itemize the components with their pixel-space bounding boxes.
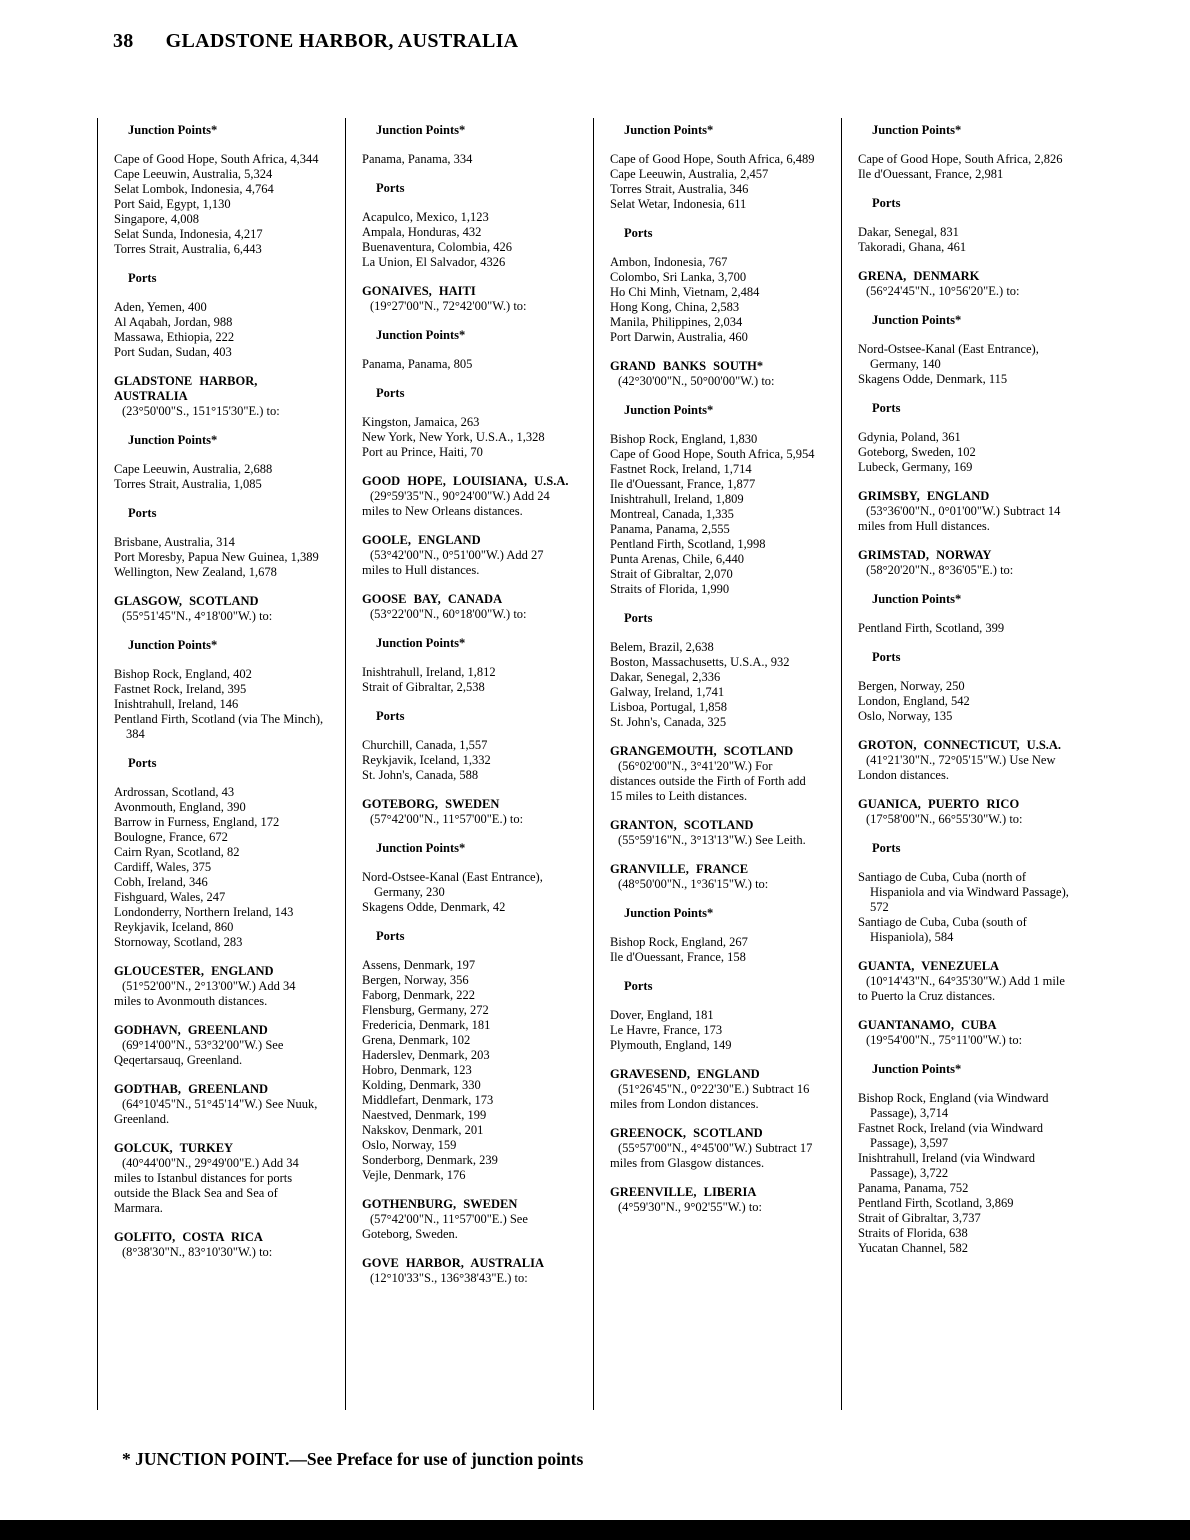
distance-entry: Reykjavik, Iceland, 860 [114, 920, 234, 934]
section-subheading: Ports [872, 196, 901, 210]
junction-point-footnote: * JUNCTION POINT.—See Preface for use of junction points [122, 1449, 584, 1469]
section-subheading: Ports [128, 506, 157, 520]
section-subheading: Ports [128, 271, 157, 285]
distance-entry: Bishop Rock, England, 267 [610, 935, 748, 949]
place-heading: GREENOCK, SCOTLAND [610, 1126, 763, 1140]
distance-entry: Straits of Florida, 1,990 [610, 582, 730, 596]
distance-entry: Barrow in Furness, England, 172 [114, 815, 280, 829]
distance-entry: Middlefart, Denmark, 173 [362, 1093, 494, 1107]
distance-entry: Cobh, Ireland, 346 [114, 875, 208, 889]
distance-entry: La Union, El Salvador, 4326 [362, 255, 506, 269]
place-heading: GODTHAB, GREENLAND [114, 1082, 269, 1096]
place-heading: GRANGEMOUTH, SCOTLAND [610, 744, 794, 758]
distance-entry: Manila, Philippines, 2,034 [610, 315, 743, 329]
distance-entry: Port Moresby, Papua New Guinea, 1,389 [114, 550, 319, 564]
distance-entry: Panama, Panama, 805 [362, 357, 473, 371]
place-heading: GOOSE BAY, CANADA [362, 592, 503, 606]
section-subheading: Ports [128, 756, 157, 770]
page-title: GLADSTONE HARBOR, AUSTRALIA [165, 30, 519, 52]
column-4 [841, 118, 1089, 1410]
distance-entry: Fredericia, Denmark, 181 [362, 1018, 491, 1032]
distance-entry: Ampala, Honduras, 432 [362, 225, 482, 239]
place-note: (4°59'30"N., 9°02'55"W.) to: [618, 1200, 763, 1214]
distance-entry: Bergen, Norway, 250 [858, 679, 965, 693]
distance-entry: Ambon, Indonesia, 767 [610, 255, 728, 269]
distance-entry: Fastnet Rock, Ireland (via Windward Passage), 3,597 [858, 1121, 1043, 1150]
section-subheading: Ports [624, 226, 653, 240]
column-1 [97, 118, 345, 1410]
page-number: 38 [113, 30, 134, 52]
distance-entry: Avonmouth, England, 390 [114, 800, 246, 814]
place-note: (58°20'20"N., 8°36'05"E.) to: [866, 563, 1014, 577]
section-subheading: Junction Points* [376, 841, 466, 855]
distance-entry: Santiago de Cuba, Cuba (south of Hispaniola), 584 [858, 915, 1027, 944]
place-heading: GUANTANAMO, CUBA [858, 1018, 997, 1032]
distance-entry: Inishtrahull, Ireland, 146 [114, 697, 239, 711]
distance-entry: Bishop Rock, England, 1,830 [610, 432, 758, 446]
distance-entry: Cardiff, Wales, 375 [114, 860, 212, 874]
distance-entry: Wellington, New Zealand, 1,678 [114, 565, 277, 579]
distance-entry: Massawa, Ethiopia, 222 [114, 330, 235, 344]
section-subheading: Junction Points* [376, 328, 466, 342]
place-heading: GRAVESEND, ENGLAND [610, 1067, 760, 1081]
distance-entry: Gdynia, Poland, 361 [858, 430, 961, 444]
distance-entry: Brisbane, Australia, 314 [114, 535, 235, 549]
distance-entry: Nakskov, Denmark, 201 [362, 1123, 484, 1137]
place-heading: GOLFITO, COSTA RICA [114, 1230, 263, 1244]
distance-entry: Inishtrahull, Ireland (via Windward Passage), 3,722 [858, 1151, 1035, 1180]
distance-entry: Churchill, Canada, 1,557 [362, 738, 488, 752]
distance-entry: Montreal, Canada, 1,335 [610, 507, 734, 521]
distance-entry: Cairn Ryan, Scotland, 82 [114, 845, 240, 859]
distance-entry: Nord-Ostsee-Kanal (East Entrance), Germany, 230 [362, 870, 543, 899]
place-heading: GLASGOW, SCOTLAND [114, 594, 259, 608]
distance-entry: Grena, Denmark, 102 [362, 1033, 471, 1047]
section-subheading: Junction Points* [128, 433, 218, 447]
section-subheading: Ports [624, 979, 653, 993]
distance-entry: Goteborg, Sweden, 102 [858, 445, 976, 459]
distance-entry: Panama, Panama, 752 [858, 1181, 969, 1195]
distance-entry: Colombo, Sri Lanka, 3,700 [610, 270, 747, 284]
place-heading: GRAND BANKS SOUTH* [610, 359, 764, 373]
distance-entry: Reykjavik, Iceland, 1,332 [362, 753, 491, 767]
place-note: (55°57'00"N., 4°45'00"W.) Subtract 17 miles from Glasgow distances. [610, 1141, 813, 1170]
distance-entry: Torres Strait, Australia, 1,085 [114, 477, 262, 491]
distance-entry: Cape of Good Hope, South Africa, 6,489 [610, 152, 815, 166]
distance-entry: Oslo, Norway, 159 [362, 1138, 457, 1152]
distance-entry: Faborg, Denmark, 222 [362, 988, 475, 1002]
place-note: (42°30'00"N., 50°00'00"W.) to: [618, 374, 775, 388]
distance-entry: Dakar, Senegal, 2,336 [610, 670, 721, 684]
section-subheading: Ports [872, 650, 901, 664]
distance-entry: Londonderry, Northern Ireland, 143 [114, 905, 294, 919]
place-heading: GRENA, DENMARK [858, 269, 980, 283]
place-note: (56°24'45"N., 10°56'20"E.) to: [866, 284, 1020, 298]
distance-entry: Hobro, Denmark, 123 [362, 1063, 472, 1077]
section-subheading: Junction Points* [376, 123, 466, 137]
place-note: (8°38'30"N., 83°10'30"W.) to: [122, 1245, 273, 1259]
distance-entry: Santiago de Cuba, Cuba (north of Hispaniola and via Windward Passage), 572 [858, 870, 1069, 914]
distance-entry: Lisboa, Portugal, 1,858 [610, 700, 728, 714]
place-heading: GOTHENBURG, SWEDEN [362, 1197, 518, 1211]
distance-entry: Port Said, Egypt, 1,130 [114, 197, 231, 211]
distance-entry: Vejle, Denmark, 176 [362, 1168, 466, 1182]
section-subheading: Ports [624, 611, 653, 625]
distance-entry: Singapore, 4,008 [114, 212, 200, 226]
place-heading: GRANTON, SCOTLAND [610, 818, 754, 832]
distance-entry: Sonderborg, Denmark, 239 [362, 1153, 498, 1167]
distance-entry: Naestved, Denmark, 199 [362, 1108, 487, 1122]
distance-entry: Cape of Good Hope, South Africa, 2,826 [858, 152, 1063, 166]
distance-entry: Stornoway, Scotland, 283 [114, 935, 243, 949]
section-subheading: Junction Points* [624, 403, 714, 417]
place-note: (57°42'00"N., 11°57'00"E.) See Goteborg, Sweden. [362, 1212, 528, 1241]
distance-entry: Bishop Rock, England (via Windward Passage), 3,714 [858, 1091, 1049, 1120]
distance-entry: Inishtrahull, Ireland, 1,812 [362, 665, 496, 679]
distance-entry: Kolding, Denmark, 330 [362, 1078, 481, 1092]
page-header [113, 30, 518, 53]
distance-entry: Port Sudan, Sudan, 403 [114, 345, 232, 359]
distance-entry: Ho Chi Minh, Vietnam, 2,484 [610, 285, 760, 299]
distance-entry: Torres Strait, Australia, 6,443 [114, 242, 262, 256]
distance-entry: Torres Strait, Australia, 346 [610, 182, 749, 196]
distance-entry: Boulogne, France, 672 [114, 830, 228, 844]
distance-entry: Port au Prince, Haiti, 70 [362, 445, 483, 459]
distance-entry: Dover, England, 181 [610, 1008, 714, 1022]
section-subheading: Ports [376, 181, 405, 195]
place-note: (64°10'45"N., 51°45'14"W.) See Nuuk, Greenland. [114, 1097, 318, 1126]
section-subheading: Ports [376, 709, 405, 723]
distance-entry: Fastnet Rock, Ireland, 1,714 [610, 462, 752, 476]
distance-entry: Strait of Gibraltar, 3,737 [858, 1211, 981, 1225]
distance-entry: Oslo, Norway, 135 [858, 709, 953, 723]
place-note: (17°58'00"N., 66°55'30"W.) to: [866, 812, 1023, 826]
distance-entry: Hong Kong, China, 2,583 [610, 300, 740, 314]
place-note: (40°44'00"N., 29°49'00"E.) Add 34 miles to Istanbul distances for ports outside the Black Sea and Sea of Marmara. [114, 1156, 299, 1215]
distance-entry: Buenaventura, Colombia, 426 [362, 240, 512, 254]
distance-entry: Strait of Gibraltar, 2,070 [610, 567, 733, 581]
place-note: (69°14'00"N., 53°32'00"W.) See Qeqertarsauq, Greenland. [114, 1038, 284, 1067]
place-heading: GONAIVES, HAITI [362, 284, 476, 298]
place-heading: GUANICA, PUERTO RICO [858, 797, 1020, 811]
distance-entry: Bergen, Norway, 356 [362, 973, 469, 987]
distance-entry: Selat Lombok, Indonesia, 4,764 [114, 182, 274, 196]
place-note: (29°59'35"N., 90°24'00"W.) Add 24 miles to New Orleans distances. [362, 489, 550, 518]
place-note: (53°22'00"N., 60°18'00"W.) to: [370, 607, 527, 621]
place-heading: GLADSTONE HARBOR, AUSTRALIA [114, 374, 258, 403]
distance-entry: Yucatan Channel, 582 [858, 1241, 969, 1255]
distance-entry: Kingston, Jamaica, 263 [362, 415, 480, 429]
place-note: (19°54'00"N., 75°11'00"W.) to: [866, 1033, 1023, 1047]
section-subheading: Junction Points* [872, 313, 962, 327]
section-subheading: Junction Points* [376, 636, 466, 650]
place-note: (55°59'16"N., 3°13'13"W.) See Leith. [618, 833, 806, 847]
distance-entry: Strait of Gibraltar, 2,538 [362, 680, 485, 694]
distance-entry: Acapulco, Mexico, 1,123 [362, 210, 489, 224]
distance-entry: Fishguard, Wales, 247 [114, 890, 226, 904]
distance-entry: Cape of Good Hope, South Africa, 4,344 [114, 152, 319, 166]
section-subheading: Junction Points* [128, 123, 218, 137]
distance-entry: Panama, Panama, 334 [362, 152, 473, 166]
distance-entry: Ile d'Ouessant, France, 158 [610, 950, 746, 964]
section-subheading: Ports [376, 929, 405, 943]
distance-entry: Le Havre, France, 173 [610, 1023, 723, 1037]
place-heading: GOLCUK, TURKEY [114, 1141, 234, 1155]
place-note: (48°50'00"N., 1°36'15"W.) to: [618, 877, 769, 891]
distance-entry: Aden, Yemen, 400 [114, 300, 207, 314]
place-heading: GOTEBORG, SWEDEN [362, 797, 500, 811]
place-note: (12°10'33"S., 136°38'43"E.) to: [370, 1271, 528, 1285]
distance-entry: St. John's, Canada, 325 [610, 715, 727, 729]
distance-entry: Takoradi, Ghana, 461 [858, 240, 967, 254]
distance-entry: Ile d'Ouessant, France, 1,877 [610, 477, 756, 491]
place-note: (19°27'00"N., 72°42'00"W.) to: [370, 299, 527, 313]
column-2 [345, 118, 593, 1410]
place-heading: GROTON, CONNECTICUT, U.S.A. [858, 738, 1062, 752]
distance-entry: Flensburg, Germany, 272 [362, 1003, 489, 1017]
place-note: (10°14'43"N., 64°35'30"W.) Add 1 mile to Puerto la Cruz distances. [858, 974, 1065, 1003]
section-subheading: Ports [872, 401, 901, 415]
place-note: (53°36'00"N., 0°01'00"W.) Subtract 14 miles from Hull distances. [858, 504, 1061, 533]
distance-entry: Al Aqabah, Jordan, 988 [114, 315, 233, 329]
distance-entry: Fastnet Rock, Ireland, 395 [114, 682, 247, 696]
distance-entry: Bishop Rock, England, 402 [114, 667, 252, 681]
section-subheading: Junction Points* [872, 123, 962, 137]
distance-entry: Lubeck, Germany, 169 [858, 460, 973, 474]
place-heading: GRANVILLE, FRANCE [610, 862, 749, 876]
distance-entry: Ardrossan, Scotland, 43 [114, 785, 235, 799]
distance-entry: Selat Sunda, Indonesia, 4,217 [114, 227, 263, 241]
place-heading: GODHAVN, GREENLAND [114, 1023, 268, 1037]
place-heading: GUANTA, VENEZUELA [858, 959, 1000, 973]
distance-entry: Dakar, Senegal, 831 [858, 225, 959, 239]
distance-entry: Cape Leeuwin, Australia, 2,457 [610, 167, 769, 181]
distance-entry: Pentland Firth, Scotland, 3,869 [858, 1196, 1014, 1210]
distance-entry: Cape Leeuwin, Australia, 5,324 [114, 167, 273, 181]
place-heading: GREENVILLE, LIBERIA [610, 1185, 757, 1199]
place-heading: GRIMSTAD, NORWAY [858, 548, 992, 562]
place-heading: GOVE HARBOR, AUSTRALIA [362, 1256, 544, 1270]
section-subheading: Ports [376, 386, 405, 400]
place-note: (57°42'00"N., 11°57'00"E.) to: [370, 812, 524, 826]
distance-entry: Punta Arenas, Chile, 6,440 [610, 552, 745, 566]
distance-entry: Straits of Florida, 638 [858, 1226, 968, 1240]
distance-entry: St. John's, Canada, 588 [362, 768, 479, 782]
distance-entry: Haderslev, Denmark, 203 [362, 1048, 490, 1062]
distance-entry: Cape of Good Hope, South Africa, 5,954 [610, 447, 815, 461]
place-heading: GOOD HOPE, LOUISIANA, U.S.A. [362, 474, 569, 488]
distance-entry: Pentland Firth, Scotland, 1,998 [610, 537, 766, 551]
distance-entry: Pentland Firth, Scotland (via The Minch), 384 [114, 712, 324, 741]
distance-entry: New York, New York, U.S.A., 1,328 [362, 430, 545, 444]
distance-entry: Nord-Ostsee-Kanal (East Entrance), Germany, 140 [858, 342, 1039, 371]
place-note: (53°42'00"N., 0°51'00"W.) Add 27 miles to Hull distances. [362, 548, 544, 577]
distance-entry: Cape Leeuwin, Australia, 2,688 [114, 462, 273, 476]
distance-entry: Boston, Massachusetts, U.S.A., 932 [610, 655, 790, 669]
place-note: (55°51'45"N., 4°18'00"W.) to: [122, 609, 273, 623]
section-subheading: Junction Points* [128, 638, 218, 652]
column-3 [593, 118, 841, 1410]
place-note: (51°52'00"N., 2°13'00"W.) Add 34 miles to Avonmouth distances. [114, 979, 296, 1008]
place-note: (23°50'00"S., 151°15'30"E.) to: [122, 404, 280, 418]
distance-entry: Galway, Ireland, 1,741 [610, 685, 725, 699]
distance-entry: London, England, 542 [858, 694, 970, 708]
place-heading: GRIMSBY, ENGLAND [858, 489, 990, 503]
place-note: (51°26'45"N., 0°22'30"E.) Subtract 16 miles from London distances. [610, 1082, 810, 1111]
section-subheading: Junction Points* [872, 592, 962, 606]
distance-entry: Port Darwin, Australia, 460 [610, 330, 748, 344]
place-heading: GLOUCESTER, ENGLAND [114, 964, 274, 978]
distance-entry: Ile d'Ouessant, France, 2,981 [858, 167, 1004, 181]
section-subheading: Junction Points* [624, 906, 714, 920]
bottom-edge-bar [0, 1520, 1190, 1540]
distance-entry: Selat Wetar, Indonesia, 611 [610, 197, 747, 211]
section-subheading: Ports [872, 841, 901, 855]
place-note: (41°21'30"N., 72°05'15"W.) Use New London distances. [858, 753, 1056, 782]
distance-entry: Plymouth, England, 149 [610, 1038, 732, 1052]
distance-entry: Pentland Firth, Scotland, 399 [858, 621, 1005, 635]
section-subheading: Junction Points* [872, 1062, 962, 1076]
columns [97, 118, 1089, 1410]
distance-entry: Belem, Brazil, 2,638 [610, 640, 714, 654]
place-note: (56°02'00"N., 3°41'20"W.) For distances outside the Firth of Forth add 15 miles to Leith distances. [610, 759, 806, 803]
distance-entry: Inishtrahull, Ireland, 1,809 [610, 492, 744, 506]
distance-entry: Skagens Odde, Denmark, 115 [858, 372, 1008, 386]
place-heading: GOOLE, ENGLAND [362, 533, 481, 547]
distance-entry: Skagens Odde, Denmark, 42 [362, 900, 506, 914]
distance-entry: Panama, Panama, 2,555 [610, 522, 730, 536]
distance-entry: Assens, Denmark, 197 [362, 958, 476, 972]
section-subheading: Junction Points* [624, 123, 714, 137]
